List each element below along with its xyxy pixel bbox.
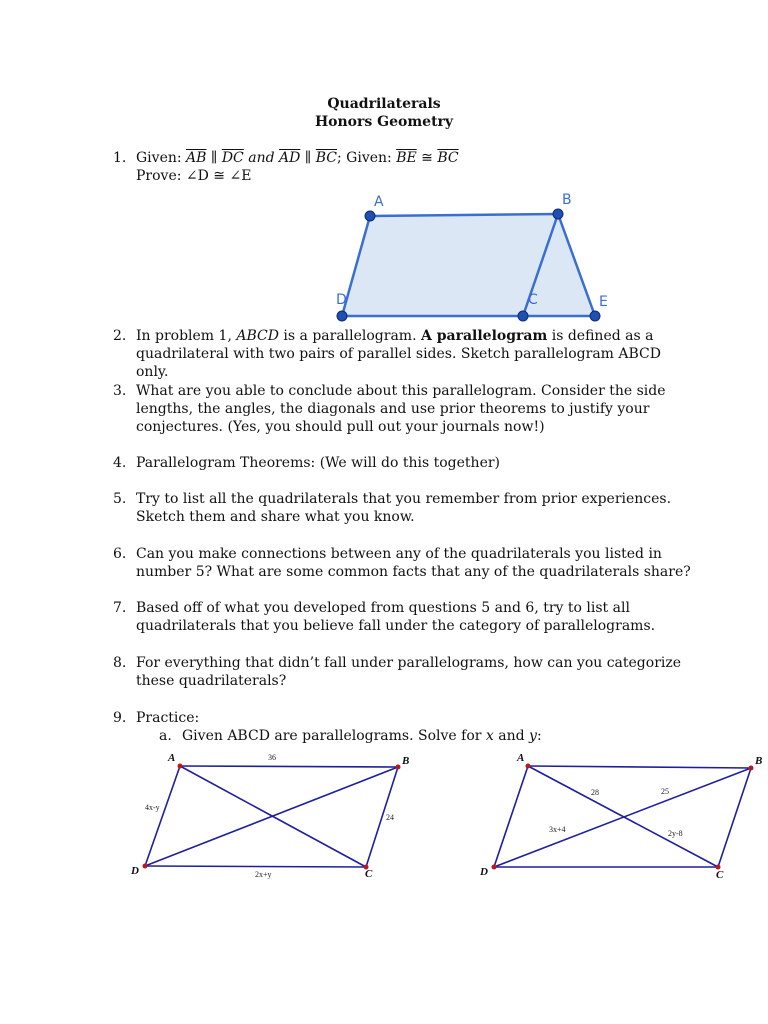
label-a: A: [168, 752, 176, 764]
problem-text: In problem 1,: [136, 328, 237, 344]
problem-text: Given ABCD are parallelograms. Solve for: [182, 728, 486, 744]
bottom-side-expression: 2x+y: [255, 870, 272, 879]
label-c: C: [365, 868, 373, 880]
side-bc: [718, 768, 751, 867]
problem-text: Can you make connections between any of the quadrilaterals you listed in number 5? What are some common facts that any of the quadrilaterals share?: [136, 546, 691, 580]
label-a: A: [517, 752, 525, 764]
problem-text: and: [493, 728, 530, 744]
segment-bc: $\overline{BC}$: [315, 150, 337, 166]
problem-text: Try to list all the quadrilaterals that you remember from prior experiences. Sketch them and share what you know.: [136, 491, 672, 525]
point-d: [492, 865, 497, 870]
given-label: ; Given:: [336, 150, 397, 166]
problem-text: For everything that didn’t fall under parallelograms, how can you categorize these quadrilaterals?: [136, 655, 682, 689]
segment-b-value: 25: [661, 787, 669, 796]
given-label: Given:: [136, 150, 187, 166]
side-ab: [528, 766, 751, 768]
variable-x: x: [485, 728, 494, 744]
segment-a-value: 28: [591, 788, 599, 797]
abcd-text: ABCD: [236, 328, 279, 344]
segment-ab: $\overline{AB}$: [186, 150, 207, 166]
problem-number: 5.: [113, 491, 127, 507]
problem-number: 9.: [113, 710, 127, 726]
top-side-value: 36: [268, 753, 276, 762]
label-a: A: [374, 194, 384, 210]
label-d: D: [336, 292, 347, 308]
problem-number: 1.: [113, 150, 127, 166]
parallel-symbol: ∥: [300, 150, 316, 166]
problem-number: 8.: [113, 655, 127, 671]
side-da: [494, 766, 528, 867]
segment-d-expression: 3x+4: [549, 825, 566, 834]
parallel-symbol: ∥: [206, 150, 222, 166]
problem-text: is defined as a quadrilateral with two pairs of parallel sides. Sketch parallelogram ABCD only.: [136, 328, 661, 380]
label-b: B: [562, 192, 572, 208]
label-c: C: [716, 869, 724, 881]
variable-y: y: [529, 728, 537, 744]
label-b: B: [402, 755, 410, 767]
segment-bc: $\overline{BC}$: [437, 150, 459, 166]
problem-text: :: [536, 728, 542, 744]
problem-1-prove: Prove: ∠D ≅ ∠E: [136, 168, 252, 184]
problem-text: Practice:: [136, 710, 200, 726]
congruent-symbol: ≅: [416, 150, 438, 166]
label-c: C: [528, 292, 538, 308]
segment-be: $\overline{BE}$: [396, 150, 417, 166]
label-d: D: [480, 866, 488, 878]
label-b: B: [755, 755, 763, 767]
problem-text: Based off of what you developed from questions 5 and 6, try to list all quadrilaterals that you believe fall under the category of parallelograms.: [136, 600, 656, 634]
diagonal-bd: [494, 768, 751, 867]
point-b: [749, 766, 754, 771]
segment-dc: $\overline{DC}$: [221, 150, 244, 166]
segment-c-expression: 2y-8: [668, 829, 683, 838]
point-a: [526, 764, 531, 769]
problem-number: 4.: [113, 455, 127, 471]
parallelogram-term: A parallelogram: [420, 328, 548, 344]
problem-text: Parallelogram Theorems: (We will do this together): [136, 455, 501, 471]
problem-text: What are you able to conclude about this parallelogram. Consider the side lengths, the angles, the diagonals and use prior theorems to justify your conjectures. (Yes, you should pull out your journals now!): [136, 383, 666, 435]
sub-letter: a.: [159, 728, 172, 744]
label-e: E: [599, 294, 608, 310]
page-subtitle: Honors Geometry: [314, 114, 454, 130]
label-d: D: [131, 865, 139, 877]
problem-number: 7.: [113, 600, 127, 616]
problem-number: 2.: [113, 328, 127, 344]
and-word: and: [243, 150, 279, 166]
problem-text: is a parallelogram.: [278, 328, 421, 344]
page-title: Quadrilaterals: [327, 96, 441, 112]
problem-number: 6.: [113, 546, 127, 562]
problem-number: 3.: [113, 383, 127, 399]
segment-ad: $\overline{AD}$: [279, 150, 301, 166]
right-side-value: 24: [386, 813, 394, 822]
left-side-expression: 4x-y: [145, 803, 160, 812]
